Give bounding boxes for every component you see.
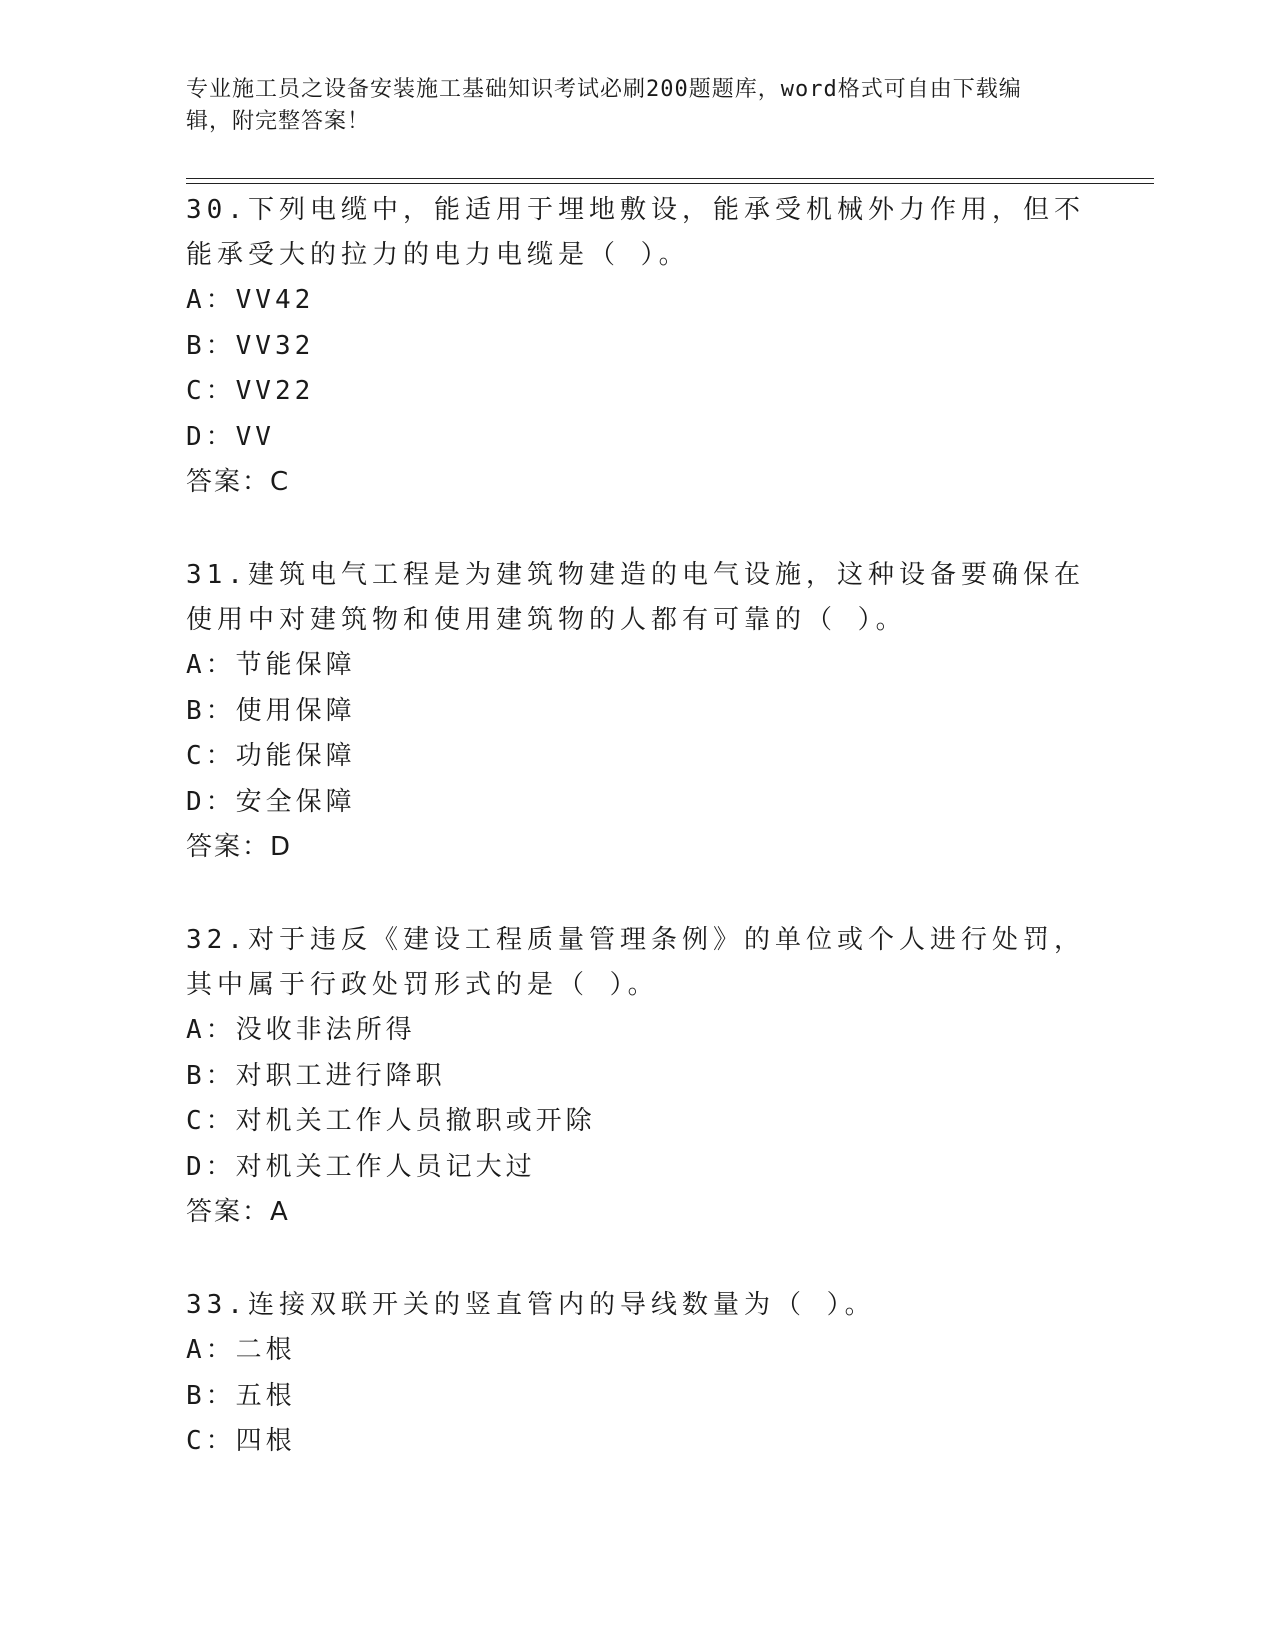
option-b: B：对职工进行降职 <box>186 1060 446 1091</box>
option-c: C：四根 <box>186 1426 296 1456</box>
option-a: A：二根 <box>186 1335 296 1365</box>
answer: 答案：D <box>186 832 293 862</box>
answer: 答案：A <box>186 1197 290 1227</box>
option-a: A：没收非法所得 <box>186 1015 416 1045</box>
option-d: D：VV <box>186 421 275 452</box>
option-c: C：功能保障 <box>186 741 356 771</box>
option-b: B：五根 <box>186 1380 296 1411</box>
question-stem: 31.建筑电气工程是为建筑物建造的电气设施，这种设备要确保在使用中对建筑物和使用建筑物的人都有可靠的（ ）。 <box>186 560 1085 635</box>
header-divider-top <box>186 178 1154 179</box>
option-b: B：使用保障 <box>186 695 356 726</box>
option-a: A：VV42 <box>186 285 315 315</box>
question-stem: 33.连接双联开关的竖直管内的导线数量为（ ）。 <box>186 1290 876 1320</box>
option-d: D：对机关工作人员记大过 <box>186 1151 536 1182</box>
answer: 答案：C <box>186 467 291 497</box>
option-a: A：节能保障 <box>186 650 356 680</box>
question-stem: 32.对于违反《建设工程质量管理条例》的单位或个人进行处罚，其中属于行政处罚形式的是（ ）。 <box>186 925 1085 1000</box>
option-c: C：VV22 <box>186 376 315 406</box>
option-b: B：VV32 <box>186 330 315 361</box>
question-33 <box>186 1283 1086 1465</box>
question-32 <box>186 918 1086 1235</box>
option-c: C：对机关工作人员撤职或开除 <box>186 1106 596 1136</box>
question-30 <box>186 188 1086 505</box>
question-stem: 30.下列电缆中，能适用于埋地敷设，能承受机械外力作用，但不能承受大的拉力的电力电缆是（ ）。 <box>186 195 1085 270</box>
question-31 <box>186 553 1086 870</box>
option-d: D：安全保障 <box>186 786 356 817</box>
header-divider-bottom <box>186 183 1154 184</box>
document-header: 专业施工员之设备安装施工基础知识考试必刷200题题库，word格式可自由下载编辑，附完整答案！ <box>186 77 1022 134</box>
